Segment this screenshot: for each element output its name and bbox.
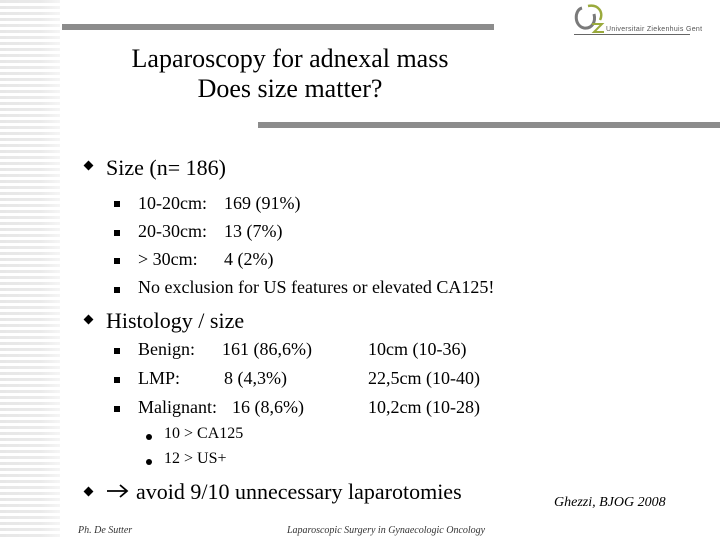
circle-bullet-icon — [146, 434, 152, 440]
square-bullet-icon — [114, 377, 120, 383]
top-divider-bar — [62, 24, 494, 30]
conclusion-text: avoid 9/10 unnecessary laparotomies — [136, 479, 462, 504]
histology-size-benign: 10cm (10-36) — [368, 339, 467, 359]
histology-sub-1: 10 > CA125 — [164, 425, 244, 442]
size-range-1: 10-20cm: — [138, 193, 207, 213]
title-line-2: Does size matter? — [197, 74, 383, 103]
title-line-1: Laparoscopy for adnexal mass — [131, 44, 449, 73]
mid-divider-bar — [258, 122, 720, 128]
right-arrow-icon — [106, 484, 130, 498]
square-bullet-icon — [114, 406, 120, 412]
histology-label-lmp: LMP: — [138, 368, 181, 388]
diamond-bullet-icon — [84, 487, 94, 497]
histology-size-lmp: 22,5cm (10-40) — [368, 368, 480, 388]
size-count-1: 169 (91%) — [224, 193, 301, 213]
square-bullet-icon — [114, 258, 120, 264]
logo-underline — [574, 34, 690, 35]
histology-label-malignant: Malignant: — [138, 397, 217, 417]
logo-text: Universitair Ziekenhuis Gent — [606, 26, 703, 33]
histology-label-benign: Benign: — [138, 339, 195, 359]
size-range-3: > 30cm: — [138, 249, 198, 269]
diamond-bullet-icon — [84, 161, 94, 171]
diamond-bullet-icon — [84, 315, 94, 325]
size-heading: Size (n= 186) — [106, 155, 226, 180]
square-bullet-icon — [114, 230, 120, 236]
square-bullet-icon — [114, 201, 120, 207]
size-count-2: 13 (7%) — [224, 221, 283, 241]
histology-value-benign: 161 (86,6%) — [222, 339, 312, 359]
citation: Ghezzi, BJOG 2008 — [554, 495, 666, 510]
histology-value-malignant: 16 (8,6%) — [232, 397, 304, 417]
size-note: No exclusion for US features or elevated CA125! — [138, 277, 495, 297]
footer-author: Ph. De Sutter — [78, 525, 133, 536]
histology-size-malignant: 10,2cm (10-28) — [368, 397, 480, 417]
stripes-fade — [0, 0, 60, 540]
histology-sub-2: 12 > US+ — [164, 450, 227, 467]
size-count-3: 4 (2%) — [224, 249, 274, 269]
histology-heading: Histology / size — [106, 308, 245, 333]
size-range-2: 20-30cm: — [138, 221, 207, 241]
circle-bullet-icon — [146, 459, 152, 465]
histology-value-lmp: 8 (4,3%) — [224, 368, 287, 388]
square-bullet-icon — [114, 348, 120, 354]
slide-title — [90, 44, 490, 104]
square-bullet-icon — [114, 287, 120, 293]
footer-course: Laparoscopic Surgery in Gynaecologic Oncology — [287, 525, 486, 536]
hospital-logo-icon — [570, 2, 610, 34]
